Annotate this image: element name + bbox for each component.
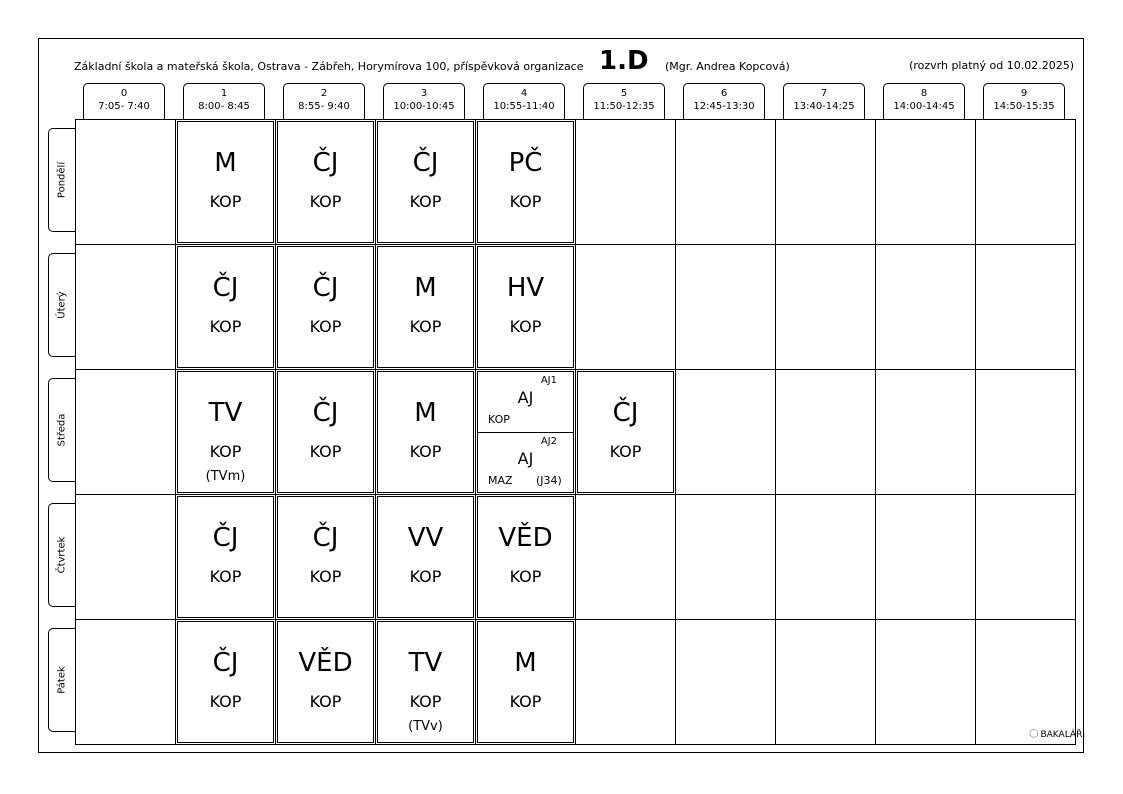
grid-vline: [275, 119, 276, 744]
lesson-cell[interactable]: [177, 621, 274, 743]
room: (J34): [536, 474, 562, 487]
lesson-cell[interactable]: [177, 246, 274, 368]
lesson-cell[interactable]: [477, 496, 574, 618]
teacher-code: KOP: [209, 192, 242, 211]
grid-vline: [475, 119, 476, 744]
grid-hline: [75, 119, 1076, 120]
period-header-2: [283, 83, 365, 119]
day-label: Pondělí: [56, 161, 68, 199]
subject: AJ: [517, 388, 534, 407]
teacher-code: KOP: [409, 192, 442, 211]
lesson-group: [478, 433, 573, 493]
grid-vline: [1075, 119, 1076, 744]
teacher-code: KOP: [309, 192, 342, 211]
period-number: 2: [320, 88, 328, 99]
teacher-code: KOP: [409, 442, 442, 461]
grid-hline: [75, 744, 1076, 745]
brand-footer: [1029, 727, 1085, 740]
lesson-cell[interactable]: [477, 371, 574, 493]
teacher-code: MAZ: [488, 474, 513, 487]
teacher-code: KOP: [509, 567, 542, 586]
subject: ČJ: [612, 398, 639, 428]
lesson-group: [478, 372, 573, 432]
subject: ČJ: [312, 523, 339, 553]
subject: M: [214, 148, 237, 178]
grid-vline: [675, 119, 676, 744]
period-time: 12:45-13:30: [693, 101, 755, 112]
teacher-code: KOP: [209, 317, 242, 336]
period-time: 10:00-10:45: [393, 101, 455, 112]
lesson-cell[interactable]: [377, 371, 474, 493]
subject: ČJ: [312, 148, 339, 178]
period-header-8: [883, 83, 965, 119]
lesson-cell[interactable]: [377, 246, 474, 368]
room: (TVv): [408, 719, 443, 734]
grid-vline: [975, 119, 976, 744]
period-number: 6: [720, 88, 728, 99]
group-divider: [478, 432, 573, 433]
grid-hline: [75, 494, 1076, 495]
teacher-code: KOP: [509, 317, 542, 336]
lesson-cell[interactable]: [477, 121, 574, 243]
period-number: 3: [420, 88, 428, 99]
grid-vline: [375, 119, 376, 744]
teacher-code: KOP: [309, 692, 342, 711]
teacher-code: KOP: [509, 692, 542, 711]
period-time: 14:00-14:45: [893, 101, 955, 112]
subject: M: [514, 648, 537, 678]
teacher-code: KOP: [309, 317, 342, 336]
valid-from: (rozvrh platný od 10.02.2025): [909, 59, 1074, 72]
subject: ČJ: [312, 398, 339, 428]
period-header-0: [83, 83, 165, 119]
period-header-6: [683, 83, 765, 119]
day-header-1: [48, 253, 75, 357]
subject: M: [414, 273, 437, 303]
day-label: Čtvrtek: [56, 536, 68, 574]
teacher-code: KOP: [209, 692, 242, 711]
lesson-cell[interactable]: [377, 496, 474, 618]
brand-name: BAKALÁŘI: [1040, 730, 1085, 740]
lesson-cell[interactable]: [277, 496, 374, 618]
grid-vline: [75, 119, 76, 744]
period-time: 7:05- 7:40: [98, 101, 150, 112]
day-label: Úterý: [56, 291, 68, 319]
day-label: Pátek: [56, 666, 68, 694]
grid-hline: [75, 619, 1076, 620]
lesson-cell[interactable]: [177, 371, 274, 493]
period-time: 11:50-12:35: [593, 101, 655, 112]
lesson-cell[interactable]: [277, 371, 374, 493]
period-number: 8: [920, 88, 928, 99]
subject: ČJ: [212, 273, 239, 303]
period-number: 7: [820, 88, 828, 99]
subject: VV: [407, 523, 444, 553]
lesson-cell[interactable]: [277, 621, 374, 743]
lesson-cell[interactable]: [277, 121, 374, 243]
lesson-cell[interactable]: [177, 496, 274, 618]
period-number: 0: [120, 88, 128, 99]
teacher-code: KOP: [309, 567, 342, 586]
period-number: 9: [1020, 88, 1028, 99]
lesson-cell[interactable]: [377, 121, 474, 243]
subject: VĚD: [498, 523, 553, 553]
subject: TV: [408, 648, 443, 678]
grid-vline: [875, 119, 876, 744]
subject: HV: [506, 273, 545, 303]
day-header-3: [48, 503, 75, 607]
grid-vline: [775, 119, 776, 744]
subject: AJ: [517, 449, 534, 468]
lesson-cell[interactable]: [477, 621, 574, 743]
grid-hline: [75, 244, 1076, 245]
room: (TVm): [205, 469, 246, 484]
lesson-cell[interactable]: [477, 246, 574, 368]
grid-vline: [175, 119, 176, 744]
period-time: 13:40-14:25: [793, 101, 855, 112]
period-header-4: [483, 83, 565, 119]
period-header-9: [983, 83, 1065, 119]
subject: M: [414, 398, 437, 428]
subject: PČ: [508, 148, 543, 178]
period-number: 4: [520, 88, 528, 99]
lesson-cell[interactable]: [277, 246, 374, 368]
period-header-1: [183, 83, 265, 119]
grid-vline: [575, 119, 576, 744]
school-name: Základní škola a mateřská škola, Ostrava - Zábřeh, Horymírova 100, příspěvková organizace: [74, 60, 584, 73]
group-label: AJ1: [540, 375, 557, 386]
class-name: 1.D: [599, 46, 649, 76]
teacher-code: KOP: [409, 317, 442, 336]
teacher-code: KOP: [409, 692, 442, 711]
day-header-4: [48, 628, 75, 732]
subject: ČJ: [212, 648, 239, 678]
subject: VĚD: [298, 648, 353, 678]
hexagon-logo-icon: ⬡: [1028, 727, 1039, 740]
teacher-code: KOP: [488, 413, 510, 426]
period-time: 10:55-11:40: [493, 101, 555, 112]
day-label: Středa: [56, 413, 68, 447]
subject: ČJ: [212, 523, 239, 553]
teacher-code: KOP: [209, 442, 242, 461]
period-time: 8:00- 8:45: [198, 101, 250, 112]
teacher-code: KOP: [209, 567, 242, 586]
period-header-7: [783, 83, 865, 119]
period-number: 5: [620, 88, 628, 99]
teacher-code: KOP: [509, 192, 542, 211]
teacher-code: KOP: [409, 567, 442, 586]
period-time: 8:55- 9:40: [298, 101, 350, 112]
group-label: AJ2: [540, 436, 557, 447]
day-header-2: [48, 378, 75, 482]
period-number: 1: [220, 88, 228, 99]
day-header-0: [48, 128, 75, 232]
lesson-cell[interactable]: [177, 121, 274, 243]
subject: ČJ: [412, 148, 439, 178]
lesson-cell[interactable]: [577, 371, 674, 493]
teacher-code: KOP: [609, 442, 642, 461]
class-teacher: (Mgr. Andrea Kopcová): [665, 60, 790, 73]
period-header-5: [583, 83, 665, 119]
period-header-3: [383, 83, 465, 119]
subject: ČJ: [312, 273, 339, 303]
subject: TV: [208, 398, 243, 428]
teacher-code: KOP: [309, 442, 342, 461]
period-time: 14:50-15:35: [993, 101, 1055, 112]
lesson-cell[interactable]: [377, 621, 474, 743]
grid-hline: [75, 369, 1076, 370]
